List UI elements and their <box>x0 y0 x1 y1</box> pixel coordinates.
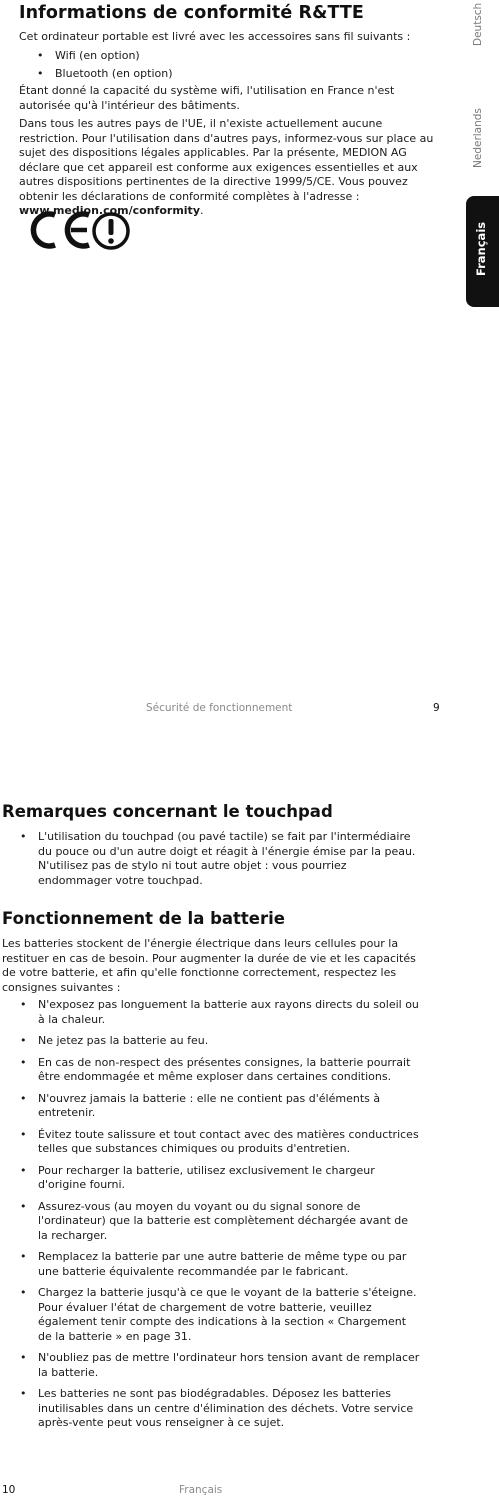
list-item: • Remplacez la batterie par une autre batterie de même type ou par une batterie équivalente recommandée par le fabricant. <box>2 1250 420 1279</box>
eu-paragraph-text: Dans tous les autres pays de l'UE, il n'existe actuellement aucune restriction. Pour l'utilisation dans d'autres pays, informez-vous sur place au sujet des dispositions légales applicables. Par la présente, MEDION AG déclare que cet appareil est conforme aux exigences essentielles et aux autres dispositions pertinentes de la directive 1999/5/CE. Vous pouvez obtenir les déclarations de conformité complètes à l'adresse : <box>19 117 434 203</box>
battery-intro: Les batteries stockent de l'énergie électrique dans leurs cellules pour la restituer en cas de besoin. Pour augmenter la durée de vie et les capacités de votre batterie, et afin qu'elle fonctionne correctement, respectez les consignes suivantes : <box>2 937 416 994</box>
touchpad-heading: Remarques concernant le touchpad <box>2 802 333 821</box>
url-period: . <box>200 204 204 217</box>
wifi-paragraph: Étant donné la capacité du système wifi, l'utilisation en France n'est autorisée qu'à l'intérieur des bâtiments. <box>19 84 395 112</box>
footer-language: Français <box>179 1484 223 1496</box>
accessory-list <box>19 47 439 83</box>
list-item: • Chargez la batterie jusqu'à ce que le voyant de la batterie s'éteigne. Pour évaluer l'état de chargement de votre batterie, veuillez également tenir compte des indications à la section « Chargement de la batterie » en page 31. <box>2 1286 420 1344</box>
list-item: • Pour recharger la batterie, utilisez exclusivement le chargeur d'origine fourni. <box>2 1164 420 1193</box>
list-item: • Ne jetez pas la batterie au feu. <box>2 1034 420 1049</box>
footer-section-title: Sécurité de fonctionnement <box>146 702 293 714</box>
list-item: • Bluetooth (en option) <box>19 65 439 83</box>
touchpad-list <box>2 830 420 895</box>
tab-nederlands[interactable]: Nederlands <box>472 108 484 168</box>
battery-list <box>2 998 420 1438</box>
tab-francais-active[interactable] <box>466 196 499 307</box>
page-number: 10 <box>2 1484 16 1496</box>
list-item: • Assurez-vous (au moyen du voyant ou du signal sonore de l'ordinateur) que la batterie est complètement déchargée avant de la recharger. <box>2 1200 420 1244</box>
eu-paragraph <box>19 117 439 219</box>
conformity-link[interactable]: www.medion.com/conformity <box>19 204 200 217</box>
list-item: • Wifi (en option) <box>19 47 439 65</box>
list-item: • N'ouvrez jamais la batterie : elle ne contient pas d'éléments à entretenir. <box>2 1092 420 1121</box>
list-item: • N'oubliez pas de mettre l'ordinateur hors tension avant de remplacer la batterie. <box>2 1351 420 1380</box>
page-title: Informations de conformité R&TTE <box>19 3 364 23</box>
battery-heading: Fonctionnement de la batterie <box>2 909 285 928</box>
list-item: • Les batteries ne sont pas biodégradables. Déposez les batteries inutilisables dans un centre d'élimination des déchets. Votre service après-vente peut vous renseigner à ce sujet. <box>2 1387 420 1431</box>
tab-deutsch[interactable]: Deutsch <box>472 2 484 46</box>
page-number: 9 <box>433 702 440 714</box>
tab-francais-label: Français <box>474 221 488 276</box>
list-item: • En cas de non-respect des présentes consignes, la batterie pourrait être endommagée et même exploser dans certaines conditions. <box>2 1056 420 1085</box>
intro-text: Cet ordinateur portable est livré avec les accessoires sans fil suivants : <box>19 30 411 43</box>
warning-alert-icon <box>91 211 131 251</box>
list-item: • N'exposez pas longuement la batterie aux rayons directs du soleil ou à la chaleur. <box>2 998 420 1027</box>
list-item: • L'utilisation du touchpad (ou pavé tactile) se fait par l'intermédiaire du pouce ou d'un autre doigt et réagit à l'énergie émise par la peau. N'utilisez pas de stylo ni tout autre objet : vous pourriez endommager votre touchpad. <box>2 830 420 888</box>
list-item: • Évitez toute salissure et tout contact avec des matières conductrices telles que substances chimiques ou produits d'entretien. <box>2 1128 420 1157</box>
